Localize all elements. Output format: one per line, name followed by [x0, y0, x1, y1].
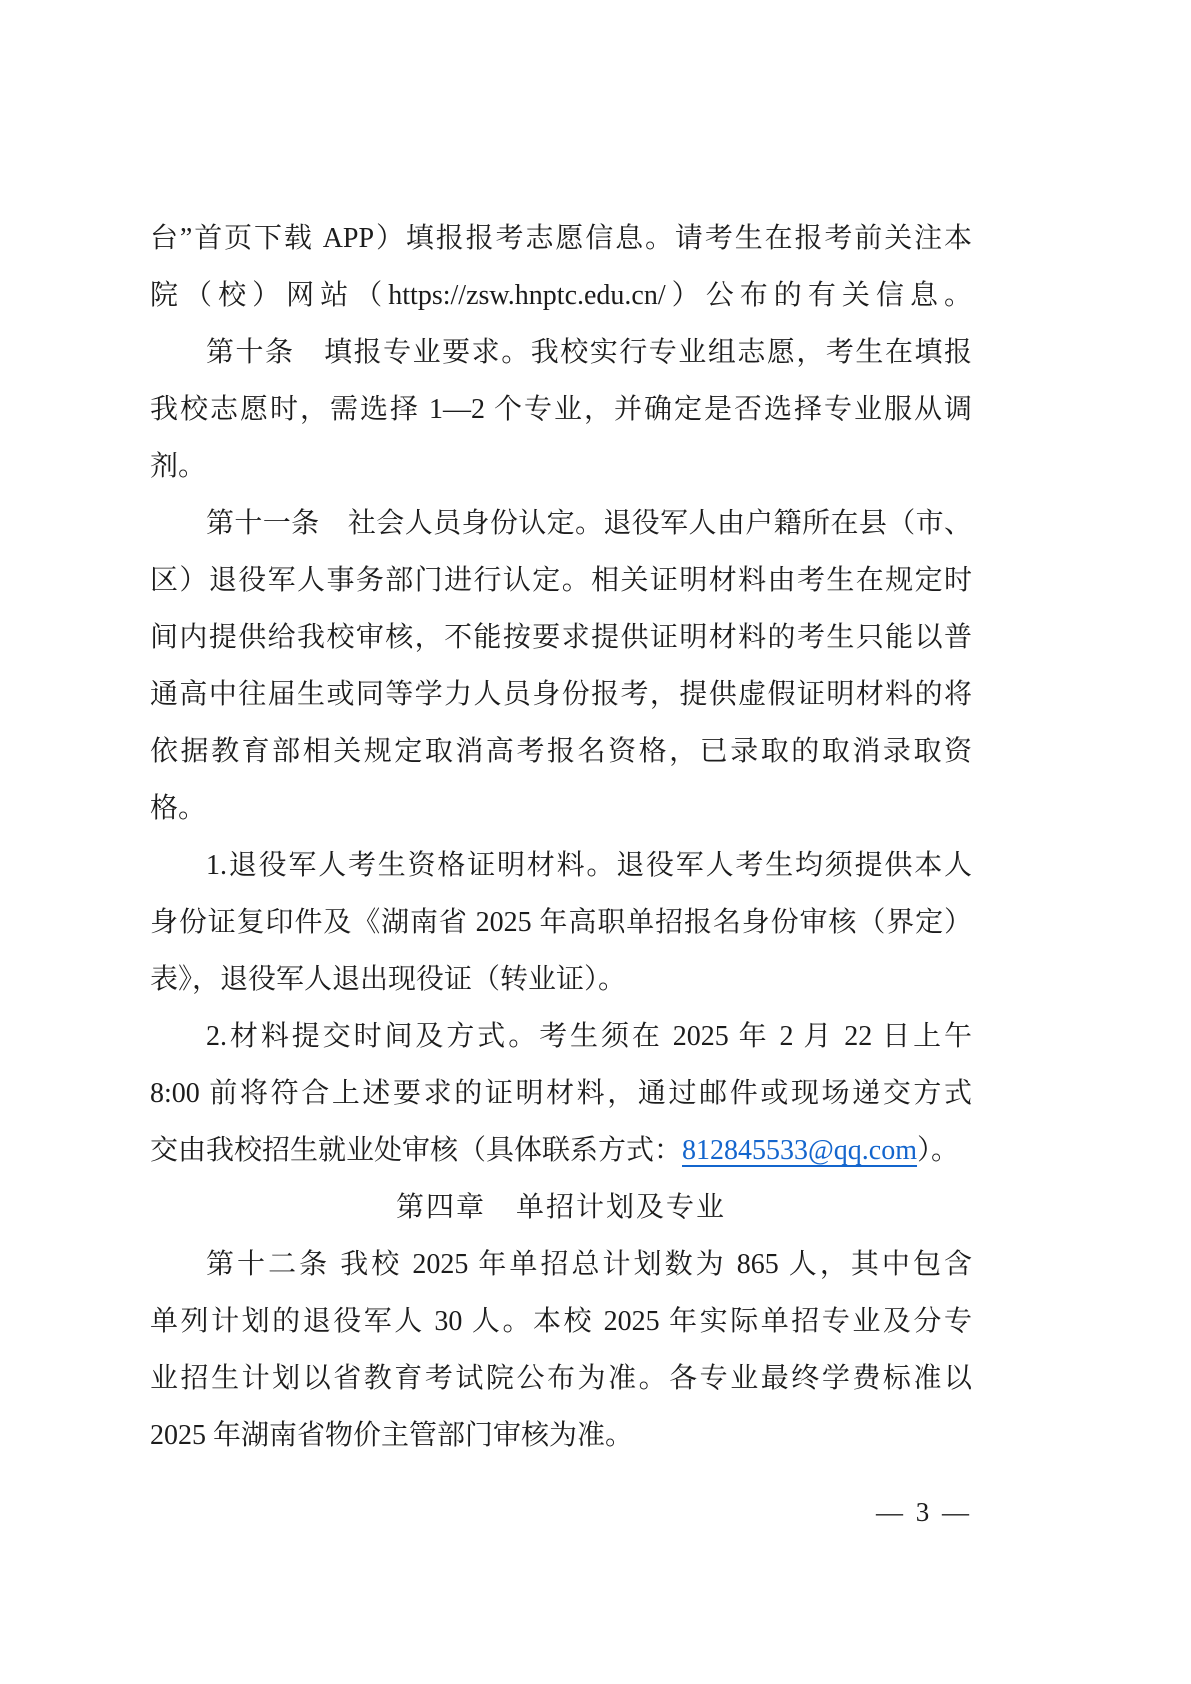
document-body [150, 210, 972, 1464]
doc-line: 2025 年湖南省物价主管部门审核为准。 [150, 1420, 634, 1451]
doc-line-item-2: 2.材料提交时间及方式。考生须在 2025 年 2 月 22 日上午 [206, 1021, 972, 1052]
doc-line-contact [150, 1122, 972, 1179]
doc-line: 通高中往届生或同等学力人员身份报考，提供虚假证明材料的将 [150, 679, 972, 710]
doc-line: 我校志愿时，需选择 1—2 个专业，并确定是否选择专业服从调 [150, 394, 972, 425]
doc-line: 单列计划的退役军人 30 人。本校 2025 年实际单招专业及分专 [150, 1306, 972, 1337]
page-number: — 3 — [876, 1497, 972, 1527]
contact-line-prefix: 交由我校招生就业处审核（具体联系方式： [150, 1135, 683, 1166]
doc-line: 业招生计划以省教育考试院公布为准。各专业最终学费标准以 [150, 1363, 972, 1394]
doc-line-website-url: 院（校）网站（https://zsw.hnptc.edu.cn/）公布的有关信息。 [150, 280, 972, 311]
doc-line: 身份证复印件及《湖南省 2025 年高职单招报名身份审核（界定） [150, 907, 972, 938]
doc-line: 格。 [150, 793, 207, 824]
doc-line: 依据教育部相关规定取消高考报名资格，已录取的取消录取资 [150, 736, 972, 767]
chapter-heading: 第四章 单招计划及专业 [395, 1192, 726, 1223]
doc-line: 台”首页下载 APP）填报报考志愿信息。请考生在报考前关注本 [150, 223, 972, 254]
doc-line-article-12: 第十二条 我校 2025 年单招总计划数为 865 人，其中包含 [206, 1249, 972, 1280]
doc-line: 表》，退役军人退出现役证（转业证）。 [150, 964, 627, 995]
doc-line: 8:00 前将符合上述要求的证明材料，通过邮件或现场递交方式 [150, 1078, 972, 1109]
email-link[interactable]: 812845533@qq.com [682, 1135, 918, 1166]
doc-line-article-10: 第十条 填报专业要求。我校实行专业组志愿，考生在填报 [206, 337, 972, 368]
doc-line: 间内提供给我校审核，不能按要求提供证明材料的考生只能以普 [150, 622, 972, 653]
doc-line: 区）退役军人事务部门进行认定。相关证明材料由考生在规定时 [150, 565, 972, 596]
doc-line: 剂。 [150, 451, 207, 482]
contact-line-suffix: ）。 [917, 1135, 960, 1166]
doc-line-item-1: 1.退役军人考生资格证明材料。退役军人考生均须提供本人 [206, 850, 972, 881]
doc-line-article-11: 第十一条 社会人员身份认定。退役军人由户籍所在县（市、 [206, 508, 972, 539]
